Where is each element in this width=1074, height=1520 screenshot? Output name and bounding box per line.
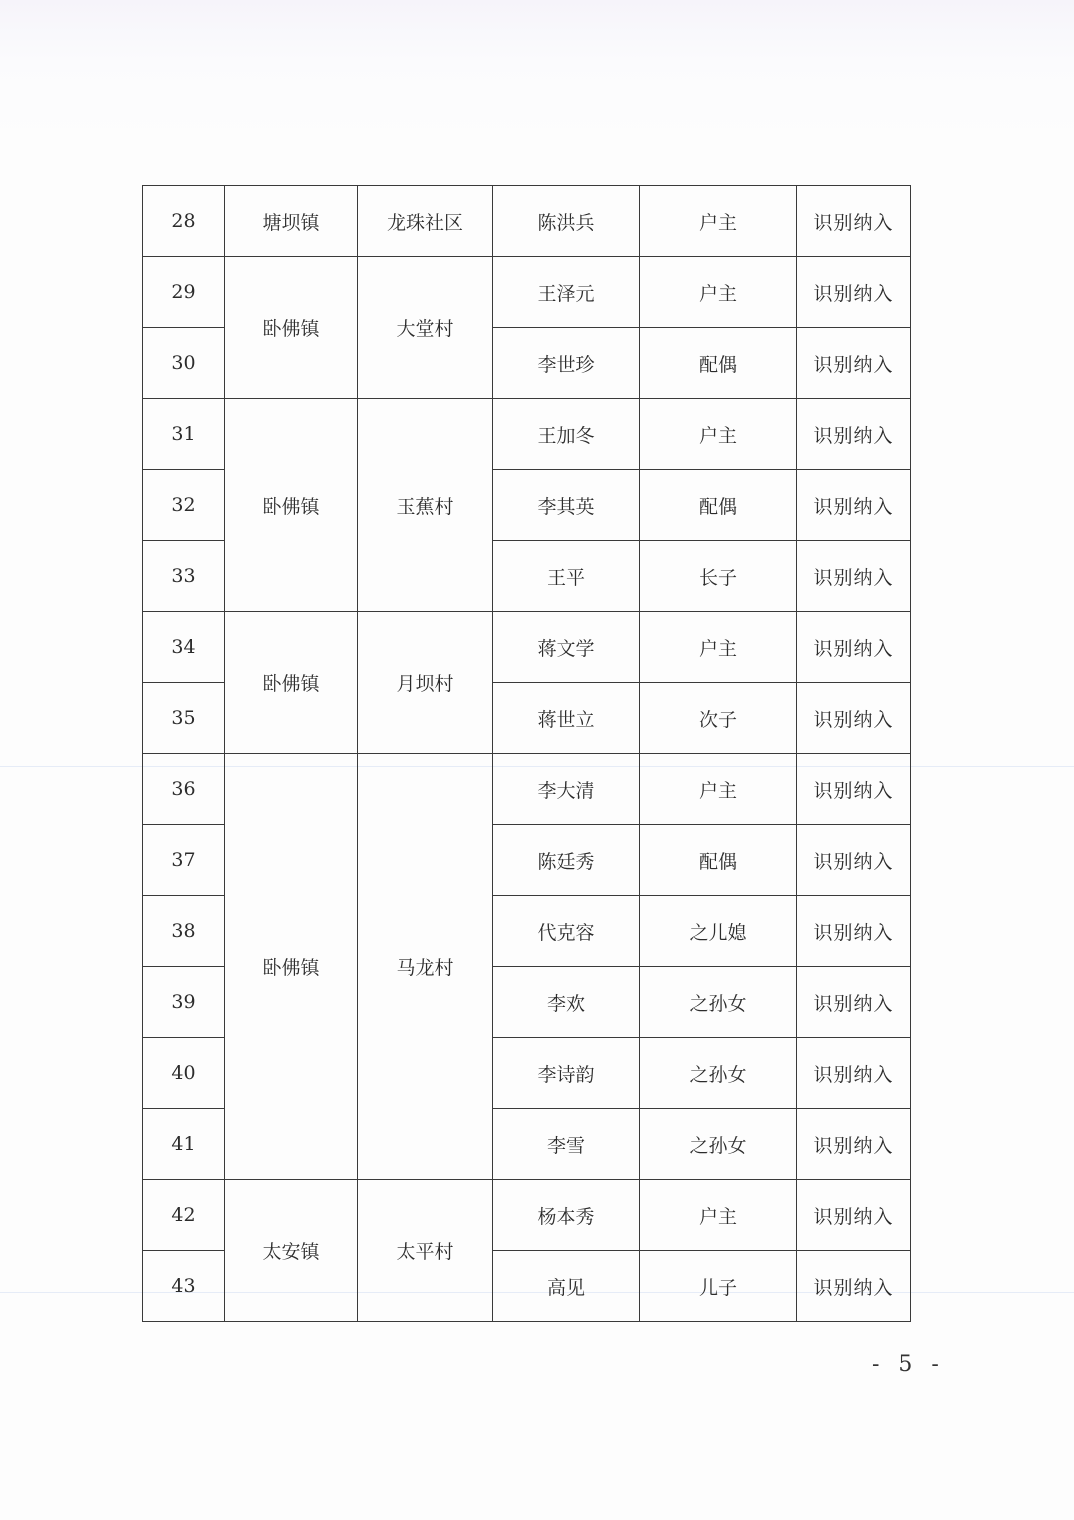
row-number: 32 [143, 470, 225, 541]
name-cell: 陈廷秀 [493, 825, 640, 896]
row-number: 31 [143, 399, 225, 470]
relation-cell: 儿子 [640, 1251, 797, 1322]
household-table [142, 185, 911, 1322]
row-number: 30 [143, 328, 225, 399]
name-cell: 李其英 [493, 470, 640, 541]
name-cell: 李大清 [493, 754, 640, 825]
table-row [143, 186, 911, 257]
village-cell: 马龙村 [358, 754, 493, 1180]
village-cell: 大堂村 [358, 257, 493, 399]
row-number: 41 [143, 1109, 225, 1180]
relation-cell: 配偶 [640, 328, 797, 399]
name-cell: 蒋文学 [493, 612, 640, 683]
row-number: 36 [143, 754, 225, 825]
town-cell: 塘坝镇 [225, 186, 358, 257]
status-cell: 识别纳入 [797, 1180, 911, 1251]
relation-cell: 之孙女 [640, 967, 797, 1038]
status-cell: 识别纳入 [797, 257, 911, 328]
status-cell: 识别纳入 [797, 186, 911, 257]
town-cell: 卧佛镇 [225, 257, 358, 399]
name-cell: 王泽元 [493, 257, 640, 328]
name-cell: 李世珍 [493, 328, 640, 399]
row-number: 28 [143, 186, 225, 257]
relation-cell: 长子 [640, 541, 797, 612]
name-cell: 王平 [493, 541, 640, 612]
status-cell: 识别纳入 [797, 754, 911, 825]
name-cell: 代克容 [493, 896, 640, 967]
relation-cell: 户主 [640, 1180, 797, 1251]
relation-cell: 户主 [640, 186, 797, 257]
name-cell: 陈洪兵 [493, 186, 640, 257]
relation-cell: 户主 [640, 612, 797, 683]
status-cell: 识别纳入 [797, 328, 911, 399]
row-number: 39 [143, 967, 225, 1038]
town-cell: 太安镇 [225, 1180, 358, 1322]
row-number: 34 [143, 612, 225, 683]
name-cell: 李雪 [493, 1109, 640, 1180]
row-number: 42 [143, 1180, 225, 1251]
relation-cell: 之孙女 [640, 1038, 797, 1109]
row-number: 35 [143, 683, 225, 754]
status-cell: 识别纳入 [797, 1109, 911, 1180]
village-cell: 龙珠社区 [358, 186, 493, 257]
town-cell: 卧佛镇 [225, 754, 358, 1180]
table-row [143, 754, 911, 825]
relation-cell: 户主 [640, 257, 797, 328]
row-number: 33 [143, 541, 225, 612]
row-number: 29 [143, 257, 225, 328]
row-number: 43 [143, 1251, 225, 1322]
status-cell: 识别纳入 [797, 896, 911, 967]
status-cell: 识别纳入 [797, 612, 911, 683]
row-number: 37 [143, 825, 225, 896]
name-cell: 李欢 [493, 967, 640, 1038]
relation-cell: 之儿媳 [640, 896, 797, 967]
table-row [143, 1180, 911, 1251]
page-number: - 5 - [872, 1352, 945, 1377]
relation-cell: 配偶 [640, 470, 797, 541]
row-number: 38 [143, 896, 225, 967]
status-cell: 识别纳入 [797, 470, 911, 541]
name-cell: 李诗韵 [493, 1038, 640, 1109]
table-row [143, 399, 911, 470]
status-cell: 识别纳入 [797, 967, 911, 1038]
relation-cell: 配偶 [640, 825, 797, 896]
name-cell: 高见 [493, 1251, 640, 1322]
status-cell: 识别纳入 [797, 541, 911, 612]
name-cell: 蒋世立 [493, 683, 640, 754]
name-cell: 王加冬 [493, 399, 640, 470]
village-cell: 太平村 [358, 1180, 493, 1322]
town-cell: 卧佛镇 [225, 399, 358, 612]
status-cell: 识别纳入 [797, 825, 911, 896]
table-row [143, 257, 911, 328]
row-number: 40 [143, 1038, 225, 1109]
relation-cell: 次子 [640, 683, 797, 754]
status-cell: 识别纳入 [797, 1038, 911, 1109]
status-cell: 识别纳入 [797, 683, 911, 754]
table-row [143, 612, 911, 683]
status-cell: 识别纳入 [797, 1251, 911, 1322]
relation-cell: 户主 [640, 399, 797, 470]
village-cell: 玉蕉村 [358, 399, 493, 612]
name-cell: 杨本秀 [493, 1180, 640, 1251]
relation-cell: 户主 [640, 754, 797, 825]
town-cell: 卧佛镇 [225, 612, 358, 754]
relation-cell: 之孙女 [640, 1109, 797, 1180]
status-cell: 识别纳入 [797, 399, 911, 470]
village-cell: 月坝村 [358, 612, 493, 754]
